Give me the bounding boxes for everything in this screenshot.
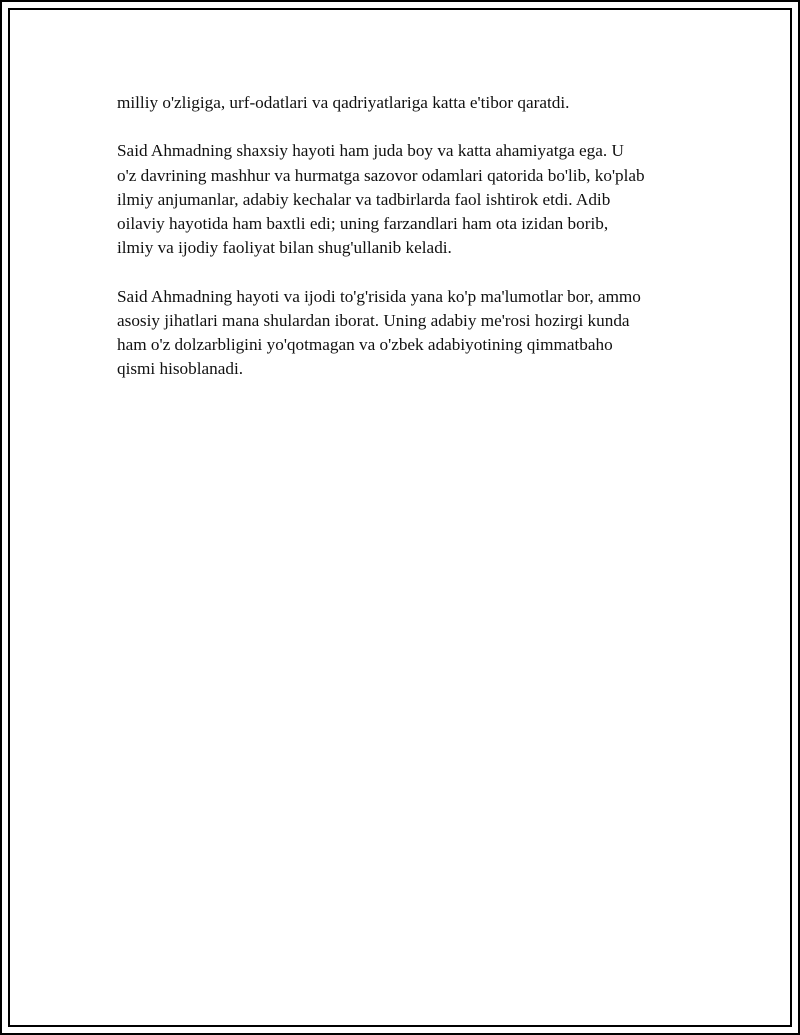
paragraph-1: milliy o'zligiga, urf-odatlari va qadriyatlariga katta e'tibor qaratdi. [117,93,570,112]
document-body [117,91,707,406]
paragraph-2: Said Ahmadning shaxsiy hayoti ham juda boy va katta ahamiyatga ega. U o'z davrining mashhur va hurmatga sazovor odamlari qatorida bo'lib, ko'plab ilmiy anjumanlar, adabiy kechalar va tadbirlarda faol ishtirok etdi. Adib oilaviy hayotida ham baxtli edi; uning farzandlari ham ota izidan borib, ilmiy va ijodiy faoliyat bilan shug'ullanib keladi. [117,141,645,258]
paragraph-3: Said Ahmadning hayoti va ijodi to'g'risida yana ko'p ma'lumotlar bor, ammo asosiy jihatlari mana shulardan iborat. Uning adabiy me'rosi hozirgi kunda ham o'z dolzarbligini yo'qotmagan va o'zbek adabiyotining qimmatbaho qismi hisoblanadi. [117,286,641,379]
